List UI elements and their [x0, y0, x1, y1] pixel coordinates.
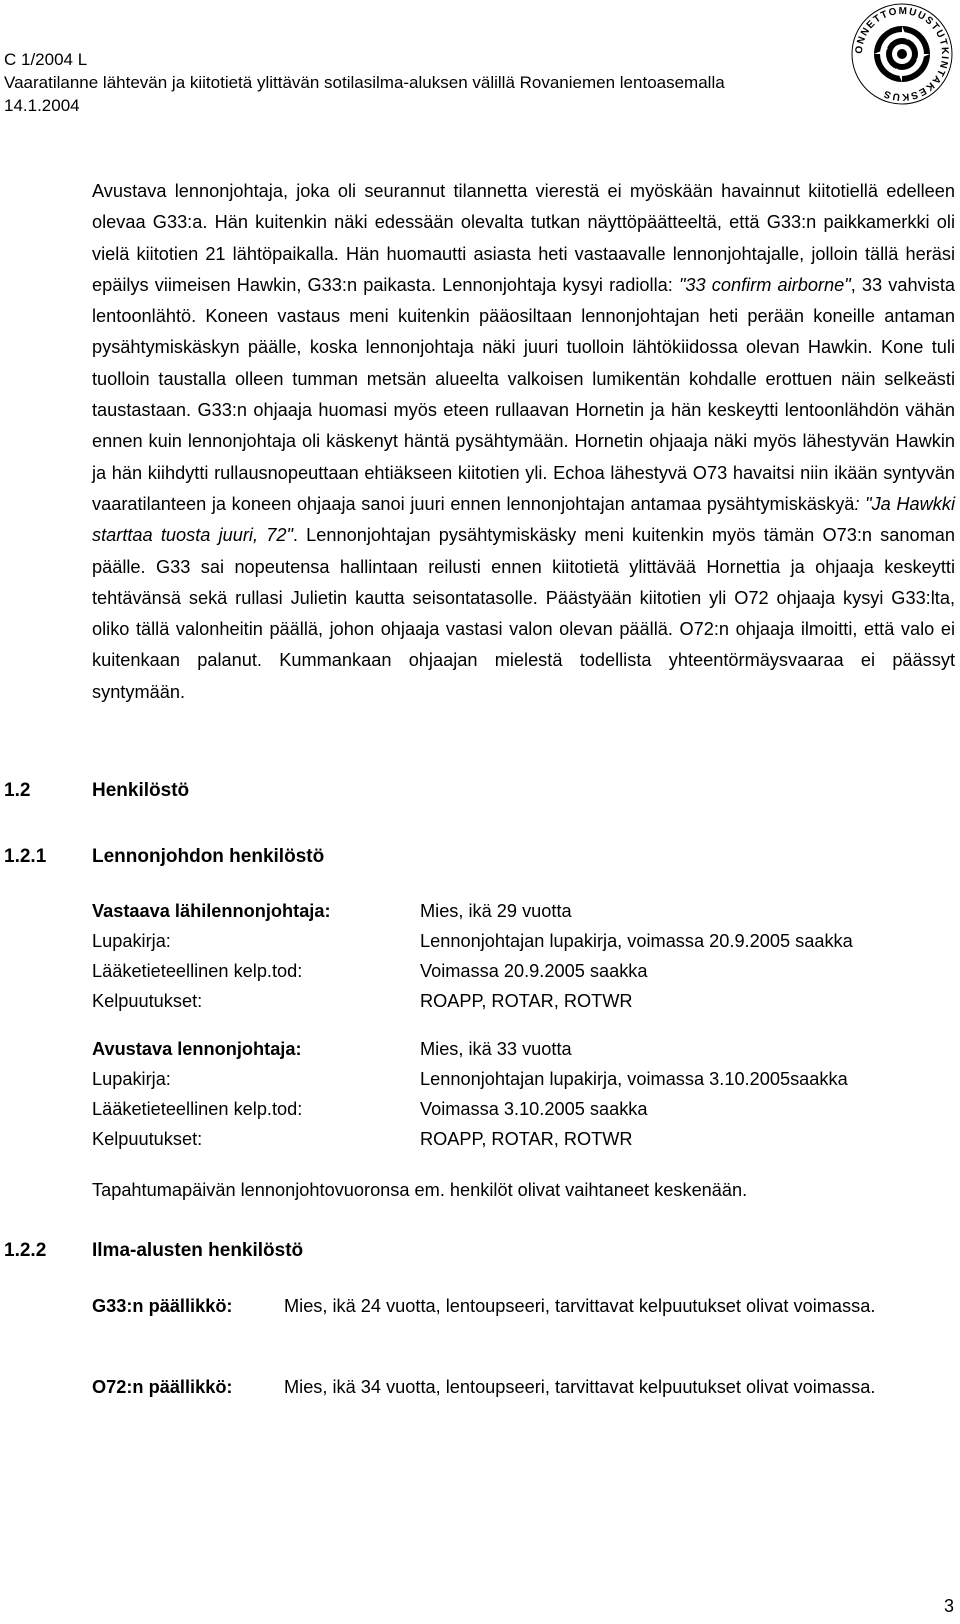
row-label: Kelpuutukset:	[92, 1129, 203, 1149]
crew-label: G33:n päällikkö:	[92, 1296, 233, 1316]
accident-investigation-seal-logo	[848, 0, 956, 108]
row-label: Lupakirja:	[92, 1069, 171, 1089]
section-title: Lennonjohdon henkilöstö	[92, 846, 325, 867]
section-number: 1.2	[4, 780, 31, 801]
narrative-part-3: . Lennonjohtajan pysähtymiskäsky meni kuitenkin myös tämän O73:n sanoman päälle. G33 sai nopeutensa hallintaan reilusti ennen kiitotietä ylittävää Hornettia ja ohjaaja keskeytti tehtävänsä sekä rullasi Julietin kautta seisontatasolle. Päästyään kiitotien yli O72 ohjaaja kysyi G33:lta, oliko tällä valonheitin päällä, johon ohjaaja vastasi valon olevan päällä. O72:n ohjaaja ilmoitti, että valo ei kuitenkaan palanut. Kummankaan ohjaajan mielestä todellista yhteentörmäysvaaraa ei päässyt syntymään.	[92, 525, 956, 702]
row-value: Mies, ikä 29 vuotta	[420, 901, 572, 921]
section-number: 1.2.1	[4, 846, 47, 867]
row-label: Lupakirja:	[92, 931, 171, 951]
section-title: Henkilöstö	[92, 780, 190, 801]
document-id: C 1/2004 L	[4, 50, 88, 69]
row-value: ROAPP, ROTAR, ROTWR	[420, 1129, 633, 1149]
page-number: 3	[944, 1596, 955, 1616]
crew-label: O72:n päällikkö:	[92, 1377, 233, 1397]
row-label: Kelpuutukset:	[92, 991, 203, 1011]
seal-lettering: ONNETTOMUUSTUTKINTAKESKUS	[853, 5, 951, 103]
row-value: Voimassa 3.10.2005 saakka	[420, 1099, 648, 1119]
narrative-part-2: , 33 vahvista lentoonlähtö. Koneen vastaus meni kuitenkin pääosiltaan lennonjohtajan heti perään koneille antaman pysähtymiskäskyn päälle, koska lennonjohtaja näki juuri tuolloin lähtökiidossa olevan Hawkin. Kone tuli tuolloin taustalla olleen tumman metsän alueelta valkoisen lumikentän kohdalle erottuen näin selkeästi taustastaan. G33:n ohjaaja huomasi myös eteen rullaavan Hornetin ja hän keskeytti lentoonlähdön vähän ennen kuin lennonjohtaja oli käskenyt häntä pysähtymään. Hornetin ohjaaja näki myös lähestyvän Hawkin ja hän kiihdytti rullausnopeuttaan ehtiäkseen kiitotien yli. Echoa lähestyvä O73 havaitsi niin ikään syntyvän vaaratilanteen ja koneen ohjaaja sanoi juuri ennen lennonjohtajan antamaa pysähtymiskäskyä	[92, 274, 956, 514]
report-title: Vaaratilanne lähtevän ja kiitotietä ylittävän sotilasilma-aluksen välillä Rovaniemen lentoasemalla	[4, 73, 725, 92]
radio-quote-hawkki: : "Ja Hawkki starttaa tuosta juuri, 72"	[92, 493, 956, 546]
shift-note: Tapahtumapäivän lennonjohtovuoronsa em. henkilöt olivat vaihtaneet keskenään.	[92, 1180, 748, 1200]
section-title: Ilma-alusten henkilöstö	[92, 1240, 304, 1261]
row-value: Voimassa 20.9.2005 saakka	[420, 961, 648, 981]
row-value: Lennonjohtajan lupakirja, voimassa 20.9.2005 saakka	[420, 931, 853, 951]
row-value: ROAPP, ROTAR, ROTWR	[420, 991, 633, 1011]
narrative-part-1: Avustava lennonjohtaja, joka oli seurannut tilannetta vierestä ei myöskään havainnut kiitotiellä edelleen olevaa G33:a. Hän kuitenkin näki edessään olevalta tutkan näyttöpäätteeltä, että G33:n paikkamerkki oli vielä kiitotien 21 lähtöpaikalla. Hän huomautti asiasta heti vastaavalle lennonjohtajalle, jolloin tällä heräsi epäilys viimeisen Hawkin, G33:n paikasta. Lennonjohtaja kysyi radiolla:	[92, 181, 955, 295]
crew-value: Mies, ikä 34 vuotta, lentoupseeri, tarvittavat kelpuutukset olivat voimassa.	[284, 1377, 876, 1397]
section-number: 1.2.2	[4, 1240, 47, 1261]
row-value: Lennonjohtajan lupakirja, voimassa 3.10.2005saakka	[420, 1069, 848, 1089]
row-value: Mies, ikä 33 vuotta	[420, 1039, 572, 1059]
report-date: 14.1.2004	[4, 96, 80, 115]
row-label: Lääketieteellinen kelp.tod:	[92, 1099, 303, 1119]
crew-value: Mies, ikä 24 vuotta, lentoupseeri, tarvittavat kelpuutukset olivat voimassa.	[284, 1296, 876, 1316]
incident-narrative	[92, 176, 955, 708]
radio-quote-confirm-airborne: "33 confirm airborne"	[678, 274, 851, 295]
page-header	[4, 48, 725, 117]
row-label: Lääketieteellinen kelp.tod:	[92, 961, 303, 981]
row-label: Avustava lennonjohtaja:	[92, 1039, 302, 1059]
row-label: Vastaava lähilennonjohtaja:	[92, 901, 331, 921]
